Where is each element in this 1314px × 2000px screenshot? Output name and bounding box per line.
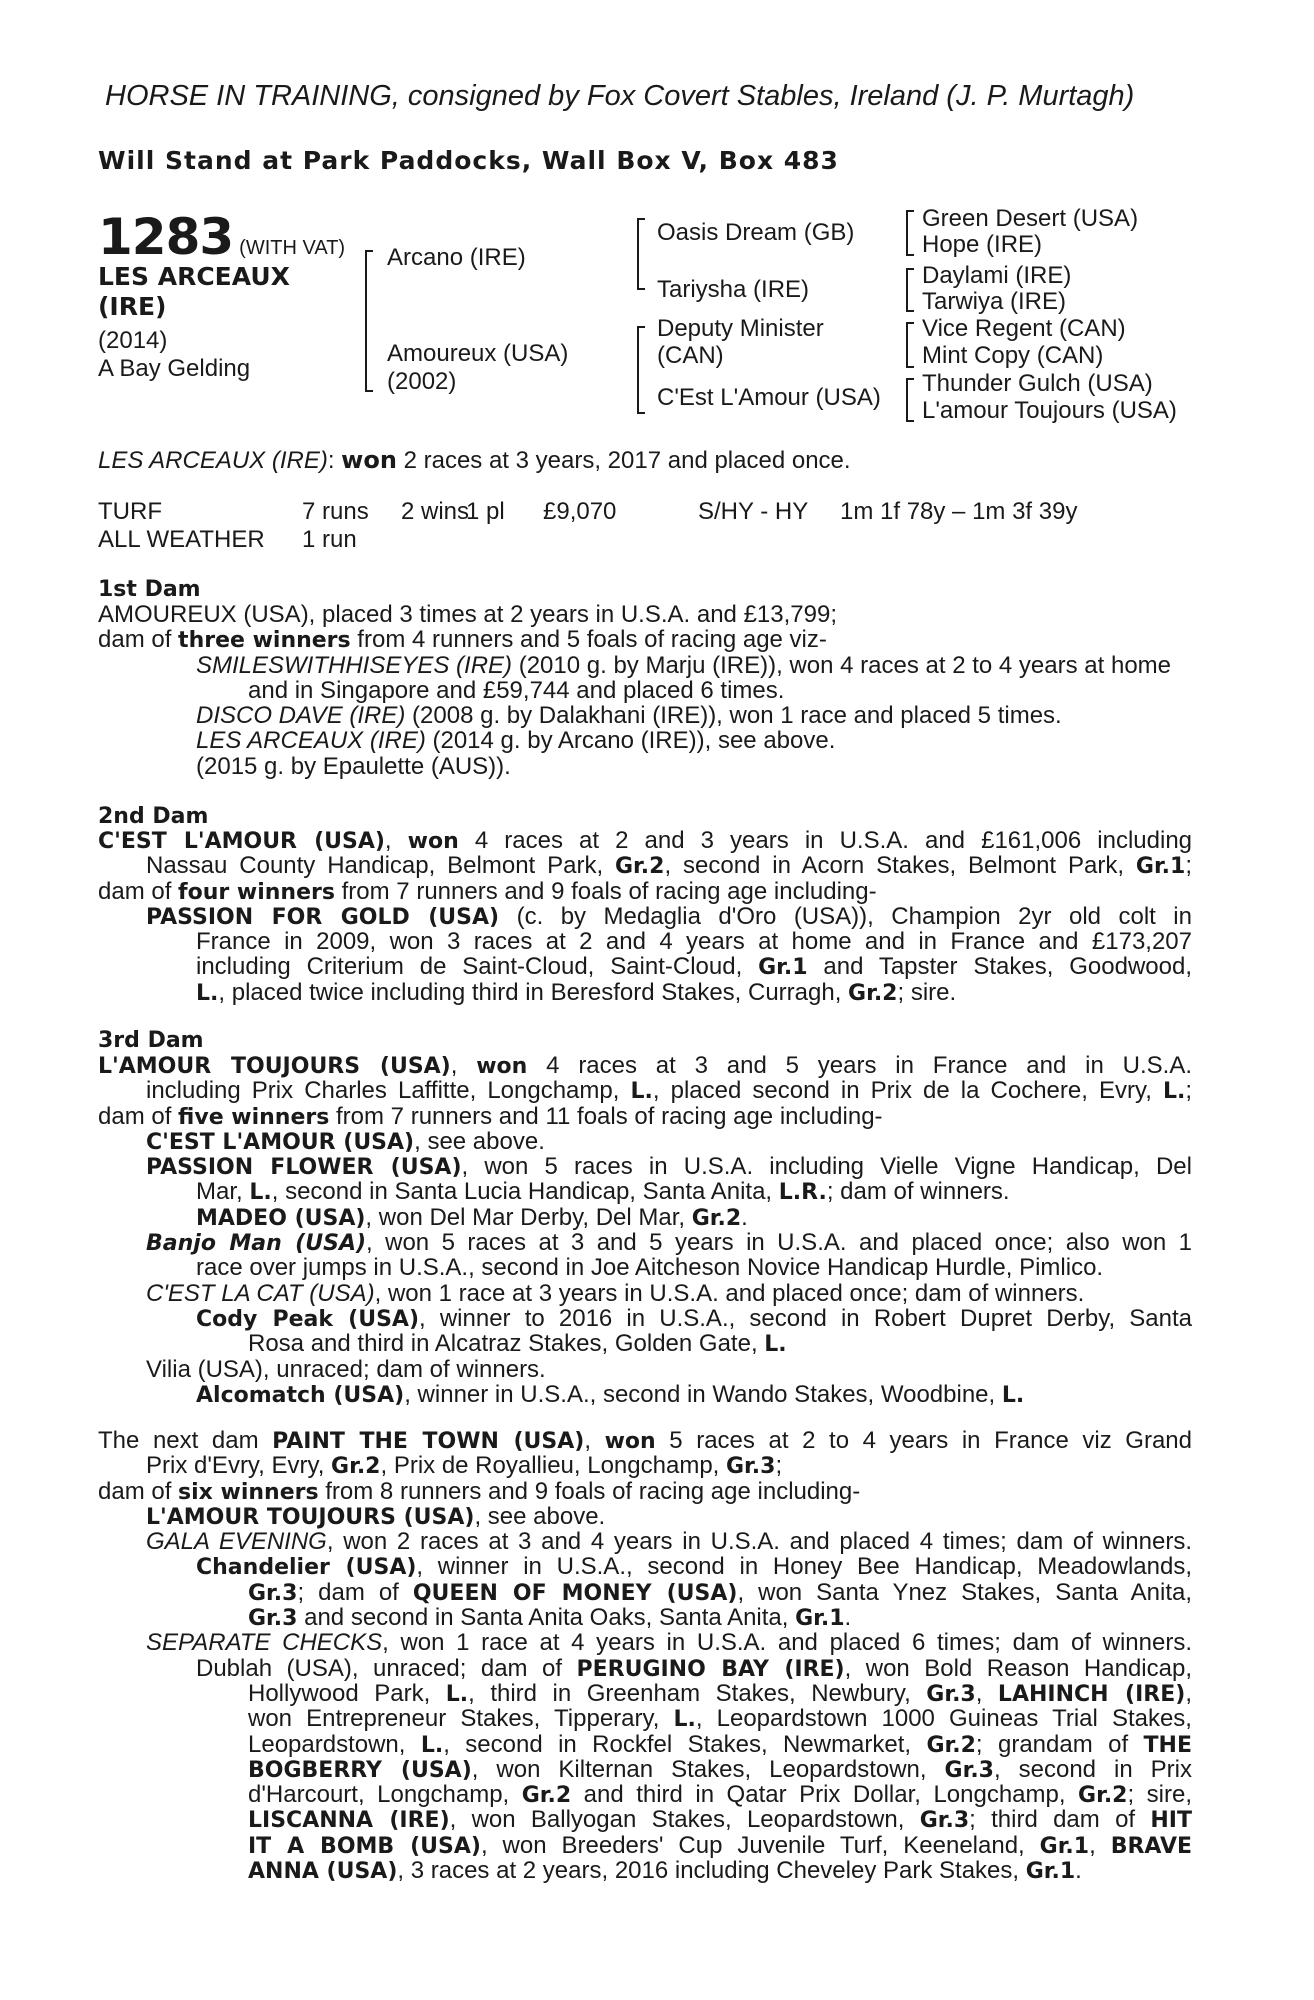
text-run: , winner to 2016 in U.S.A., second in Robert Dupret Derby, Santa [419, 1304, 1192, 1332]
progeny-name: GALA EVENING [146, 1528, 327, 1556]
text-run: ; [1185, 852, 1192, 880]
sire-dam: Tariysha (IRE) [657, 276, 810, 303]
sire-sire: Oasis Dream (GB) [657, 219, 855, 246]
text-line: (2015 g. by Epaulette (AUS)). [196, 752, 511, 780]
progeny-name: SEPARATE CHECKS [146, 1629, 383, 1657]
dam-sire: Deputy Minister [657, 315, 824, 342]
text-line: France in 2009, won 3 races at 2 and 4 years at home and in France and £173,207 [196, 928, 1192, 956]
text-run: Gr.2 [521, 1783, 572, 1809]
text-run: , [584, 1427, 605, 1454]
text-line [98, 1281, 1192, 1306]
text-run: Mar, [196, 1178, 250, 1206]
gg-hope: Hope (IRE) [922, 231, 1043, 258]
text-run: including Criterium de Saint-Cloud, Saint-Cloud, [196, 953, 759, 981]
next-dam-text [98, 1428, 1192, 1883]
text-run: 4 races at 2 and 3 years in U.S.A. and £161,006 including [458, 827, 1193, 854]
text-run: . [844, 1604, 852, 1632]
gg-brace-3 [906, 322, 916, 368]
dam-line-brace [637, 326, 647, 414]
text-run: , won 5 races at 3 and 5 years in U.S.A. and placed once; also won 1 [366, 1229, 1192, 1257]
text-run: , won Breeders' Cup Juvenile Turf, Keeneland, [480, 1831, 1040, 1859]
text-run: , won Ballyogan Stakes, Leopardstown, [449, 1806, 920, 1834]
text-run: , placed second in Prix de la Cochere, Evry, [652, 1077, 1163, 1105]
text-run: , won Del Mar Derby, Del Mar, [365, 1203, 692, 1231]
text-run: , [384, 827, 408, 854]
summary-colon: : [327, 447, 335, 474]
dam-year: (2002) [387, 368, 457, 395]
text-run: L. [196, 980, 219, 1006]
text-run: Gr.2 [1078, 1783, 1128, 1809]
text-run: , won 5 races in U.S.A. including Vielle Vigne Handicap, Del [461, 1153, 1192, 1181]
progeny-name: LES ARCEAUX (IRE) [196, 727, 426, 755]
text-run: d'Harcourt, Longchamp, [248, 1781, 522, 1809]
progeny-name: QUEEN OF MONEY (USA) [412, 1580, 738, 1606]
text-run: ; [1185, 1077, 1192, 1105]
gg-brace-2 [906, 268, 916, 312]
text-run: BRAVE [1110, 1833, 1192, 1859]
progeny-name: C'EST L'AMOUR (USA) [146, 1129, 415, 1155]
gg-brace-4 [906, 378, 916, 422]
text-run: won Entrepreneur Stakes, Tipperary, [248, 1705, 674, 1733]
text-line [98, 1479, 1192, 1504]
dam-name: Amoureux (USA) [387, 340, 569, 367]
text-line [98, 1757, 1192, 1782]
text-run: (2014 g. by Arcano (IRE)), see above. [425, 727, 836, 755]
turf-label: TURF [98, 498, 162, 525]
text-run: , Leopardstown 1000 Guineas Trial Stakes, [695, 1705, 1192, 1733]
gg-vice-regent: Vice Regent (CAN) [922, 315, 1126, 342]
text-run: dam of [98, 1477, 179, 1505]
text-run: . [1075, 1857, 1082, 1885]
text-run: won [407, 829, 459, 854]
text-run: ; grandam of [975, 1730, 1144, 1758]
text-run: , placed twice including third in Beresford Stakes, Curragh, [218, 978, 849, 1006]
text-run: L. [673, 1707, 696, 1733]
text-line [98, 1630, 1192, 1655]
text-run: , second in Acorn Stakes, Belmont Park, [664, 852, 1136, 880]
text-run: Gr.2 [691, 1205, 742, 1231]
race-summary [98, 446, 851, 475]
text-line [98, 1656, 1192, 1681]
text-line [98, 954, 1192, 979]
text-run: dam of [98, 1102, 179, 1130]
text-run: Gr.2 [331, 1454, 381, 1480]
text-line: and in Singapore and £59,744 and placed 6 times. [248, 676, 785, 704]
text-run: L. [420, 1732, 444, 1758]
text-line [98, 1807, 1192, 1832]
progeny-name: LISCANNA (IRE) [248, 1808, 450, 1834]
text-run: L.R. [778, 1180, 827, 1206]
text-run: . [741, 1203, 748, 1231]
text-run: , Prix de Royallieu, Longchamp, [380, 1452, 726, 1480]
text-run: , see above. [474, 1502, 606, 1530]
text-run: , won 2 races at 3 and 4 years in U.S.A. and placed 4 times; dam of winners. [326, 1528, 1192, 1556]
text-run: L. [1001, 1382, 1025, 1408]
dam-name: PAINT THE TOWN (USA) [272, 1429, 585, 1454]
text-run: from 4 runners and 5 foals of racing age viz- [350, 626, 827, 654]
text-line [98, 1681, 1192, 1706]
progeny-name: BOGBERRY (USA) [248, 1757, 472, 1783]
dam-sire-country: (CAN) [657, 342, 724, 369]
text-run: , second in Santa Lucia Handicap, Santa Anita, [271, 1178, 779, 1206]
text-run: Gr.2 [615, 854, 665, 880]
gg-lamour-toujours: L'amour Toujours (USA) [922, 397, 1177, 424]
text-run: Gr.2 [926, 1732, 976, 1758]
text-line: AMOUREUX (USA), placed 3 times at 2 years in U.S.A. and £13,799; [98, 601, 837, 628]
gg-daylami: Daylami (IRE) [922, 262, 1072, 289]
aw-label: ALL WEATHER [98, 526, 265, 553]
text-run: Gr.3 [248, 1606, 298, 1632]
text-run: Gr.1 [795, 1606, 845, 1632]
summary-horse-name: LES ARCEAUX (IRE) [98, 447, 328, 474]
consignor-heading: HORSE IN TRAINING, consigned by Fox Covert Stables, Ireland (J. P. Murtagh) [105, 80, 1135, 112]
text-line [98, 1331, 1192, 1356]
third-dam-heading: 3rd Dam [98, 1028, 204, 1053]
turf-going: S/HY - HY [698, 498, 809, 525]
text-run: three winners [178, 628, 351, 654]
text-line [98, 828, 1192, 853]
text-line [98, 1154, 1192, 1179]
text-run: 5 races at 2 to 4 years in France viz Grand [655, 1427, 1192, 1454]
text-run: Gr.3 [944, 1757, 994, 1783]
text-run: Gr.1 [1039, 1833, 1090, 1859]
aw-runs: 1 run [302, 526, 357, 553]
text-run: , won 1 race at 4 years in U.S.A. and placed 6 times; dam of winners. [382, 1629, 1192, 1657]
text-run: Dublah (USA), unraced; dam of [196, 1654, 577, 1682]
text-run: L. [764, 1332, 787, 1358]
text-run: ; third dam of [969, 1806, 1151, 1834]
text-line [98, 1230, 1192, 1255]
sire-dam-brace [365, 250, 375, 392]
text-run: and third in Qatar Prix Dollar, Longchamp, [571, 1781, 1079, 1809]
text-line [98, 1306, 1192, 1331]
progeny-name: PASSION FLOWER (USA) [146, 1155, 462, 1181]
text-line [98, 853, 1192, 878]
progeny-name: Banjo Man (USA) [146, 1231, 367, 1257]
text-run: , see above. [414, 1127, 545, 1155]
second-dam-text [98, 828, 1192, 1005]
text-run: Gr.3 [248, 1580, 298, 1606]
gg-green-desert: Green Desert (USA) [922, 205, 1139, 232]
text-run: six winners [178, 1479, 319, 1505]
gg-mint-copy: Mint Copy (CAN) [922, 342, 1104, 369]
text-run: , [450, 1052, 477, 1079]
text-run: Gr.3 [919, 1808, 970, 1834]
text-line: race over jumps in U.S.A., second in Joe Aitcheson Novice Handicap Hurdle, Pimlico. [196, 1254, 1104, 1282]
progeny-name: Alcomatch (USA) [196, 1382, 405, 1408]
text-line [98, 703, 1192, 728]
turf-wins: 2 wins [401, 498, 470, 525]
text-line [98, 879, 1192, 904]
text-line [98, 1732, 1192, 1757]
text-line [98, 1580, 1192, 1605]
dam-name: C'EST L'AMOUR (USA) [98, 829, 385, 854]
progeny-name: SMILESWITHHISEYES (IRE) [196, 651, 513, 679]
text-run: Gr.2 [848, 980, 898, 1006]
lot-header [98, 208, 345, 266]
lot-number: 1283 [98, 208, 234, 266]
progeny-name: Chandelier (USA) [196, 1555, 417, 1581]
text-line [98, 1554, 1192, 1579]
text-run: won [476, 1054, 528, 1079]
text-run: (2010 g. by Marju (IRE)), won 4 races at 2 to 4 years at home [512, 651, 1172, 679]
progeny-name: PASSION FOR GOLD (USA) [146, 904, 500, 930]
text-run: L. [630, 1079, 653, 1105]
vat-note: (WITH VAT) [239, 237, 346, 259]
text-run: THE [1143, 1732, 1192, 1758]
text-line [98, 1504, 1192, 1529]
second-dam-heading: 2nd Dam [98, 804, 209, 829]
third-dam-text [98, 1053, 1192, 1407]
text-run: Rosa and third in Alcatraz Stakes, Golden Gate, [248, 1330, 765, 1358]
gg-tarwiya: Tarwiya (IRE) [922, 288, 1067, 315]
text-run: , won Santa Ynez Stakes, Santa Anita, [737, 1578, 1192, 1606]
turf-distance: 1m 1f 78y – 1m 3f 39y [840, 498, 1078, 525]
text-line [98, 1529, 1192, 1554]
text-line [98, 1605, 1192, 1630]
progeny-name: IT A BOMB (USA) [248, 1833, 481, 1859]
text-line [98, 1104, 1192, 1129]
turf-earnings: £9,070 [543, 498, 617, 525]
text-run: (c. by Medaglia d'Oro (USA)), Champion 2yr old colt in [499, 902, 1192, 930]
text-run: , winner in U.S.A., second in Honey Bee Handicap, Meadowlands, [416, 1553, 1192, 1581]
dam-name: L'AMOUR TOUJOURS (USA) [98, 1054, 451, 1079]
horse-name-country: (IRE) [98, 292, 167, 321]
text-run: L. [445, 1681, 469, 1707]
text-line [98, 1129, 1192, 1154]
horse-description: A Bay Gelding [98, 355, 251, 382]
turf-placed: 1 pl [466, 498, 505, 525]
text-line [98, 627, 1192, 652]
text-run: Gr.3 [926, 1681, 976, 1707]
text-run: ; sire, [1127, 1781, 1192, 1809]
text-run: , [1089, 1831, 1111, 1859]
progeny-name: LAHINCH (IRE) [997, 1681, 1186, 1707]
text-run: won [604, 1429, 656, 1454]
text-run: The next dam [98, 1427, 273, 1454]
progeny-name: Cody Peak (USA) [196, 1306, 420, 1332]
text-run: , winner in U.S.A., second in Wando Stakes, Woodbine, [404, 1380, 1002, 1408]
gg-brace-1 [906, 210, 916, 256]
text-line [98, 1833, 1192, 1858]
text-run: Gr.1 [1025, 1859, 1076, 1885]
horse-name-line: LES ARCEAUX [98, 262, 290, 291]
text-run: , second in Prix [993, 1755, 1192, 1783]
text-line [98, 1205, 1192, 1230]
text-run: , third in Greenham Stakes, Newbury, [468, 1679, 927, 1707]
text-run: L. [249, 1180, 272, 1206]
text-run: , won Bold Reason Handicap, [844, 1654, 1192, 1682]
text-run: from 7 runners and 9 foals of racing age including- [334, 877, 877, 905]
sire-name: Arcano (IRE) [387, 244, 526, 271]
text-run: and second in Santa Anita Oaks, Santa Anita, [297, 1604, 796, 1632]
progeny-name: C'EST LA CAT (USA) [146, 1279, 375, 1307]
text-line [98, 1453, 1192, 1478]
first-dam-heading: 1st Dam [98, 577, 201, 602]
text-line [98, 1428, 1192, 1453]
progeny-name: PERUGINO BAY (IRE) [576, 1656, 845, 1682]
text-run: 4 races at 3 and 5 years in France and in U.S.A. [527, 1052, 1192, 1079]
text-run: Nassau County Handicap, Belmont Park, [146, 852, 615, 880]
text-line [98, 1382, 1192, 1407]
text-run: , 3 races at 2 years, 2016 including Cheveley Park Stakes, [397, 1857, 1026, 1885]
text-run: and Tapster Stakes, Goodwood, [807, 953, 1193, 981]
text-line [98, 1179, 1192, 1204]
text-line [98, 653, 1192, 678]
text-run: from 8 runners and 9 foals of racing age including- [318, 1477, 861, 1505]
text-line [98, 1782, 1192, 1807]
text-run: , second in Rockfel Stakes, Newmarket, [443, 1730, 927, 1758]
dam-dam: C'Est L'Amour (USA) [657, 384, 881, 411]
progeny-name: MADEO (USA) [196, 1205, 366, 1231]
text-run: ; dam of [297, 1578, 413, 1606]
text-run: dam of [98, 626, 179, 654]
text-line [98, 728, 1192, 753]
progeny-name: L'AMOUR TOUJOURS (USA) [146, 1504, 475, 1530]
progeny-name: DISCO DAVE (IRE) [196, 702, 406, 730]
text-line [98, 980, 1192, 1005]
text-line [98, 1078, 1192, 1103]
text-run: ; dam of winners. [826, 1178, 1010, 1206]
text-run: including Prix Charles Laffitte, Longchamp, [146, 1077, 631, 1105]
text-run: Prix d'Evry, Evry, [146, 1452, 332, 1480]
summary-won: won [341, 446, 397, 474]
text-line [98, 1706, 1192, 1731]
text-run: , won 1 race at 3 years in U.S.A. and placed once; dam of winners. [374, 1279, 1085, 1307]
summary-text: 2 races at 3 years, 2017 and placed once. [396, 447, 851, 474]
text-run: , won Kilternan Stakes, Leopardstown, [471, 1755, 945, 1783]
text-run: Leopardstown, [248, 1730, 421, 1758]
progeny-name: ANNA (USA) [248, 1859, 398, 1885]
text-line: Vilia (USA), unraced; dam of winners. [146, 1355, 546, 1383]
text-run: Gr.1 [758, 955, 808, 981]
text-run: dam of [98, 877, 179, 905]
text-run: ; [775, 1452, 783, 1480]
sire-line-brace [637, 218, 647, 290]
text-run: (2008 g. by Dalakhani (IRE)), won 1 race and placed 5 times. [405, 702, 1062, 730]
text-line [98, 1858, 1192, 1883]
text-run: Gr.1 [1135, 854, 1186, 880]
horse-info [98, 327, 250, 383]
first-dam-text [98, 602, 1192, 779]
text-run: from 7 runners and 11 foals of racing age including- [329, 1102, 883, 1130]
text-run: Hollywood Park, [248, 1679, 446, 1707]
horse-name [98, 262, 338, 322]
text-run: four winners [178, 879, 335, 905]
text-run: Gr.3 [726, 1454, 776, 1480]
text-run: HIT [1150, 1808, 1192, 1834]
foaling-year: (2014) [98, 327, 168, 354]
text-run: five winners [178, 1104, 330, 1130]
gg-thunder-gulch: Thunder Gulch (USA) [922, 370, 1153, 397]
text-run: , [1185, 1679, 1192, 1707]
text-run: ; sire. [897, 978, 957, 1006]
stabling-location: Will Stand at Park Paddocks, Wall Box V, Box 483 [98, 146, 839, 175]
text-run: L. [1162, 1079, 1186, 1105]
text-line [98, 1053, 1192, 1078]
text-line [98, 904, 1192, 929]
turf-runs: 7 runs [302, 498, 369, 525]
text-run: , [975, 1679, 998, 1707]
